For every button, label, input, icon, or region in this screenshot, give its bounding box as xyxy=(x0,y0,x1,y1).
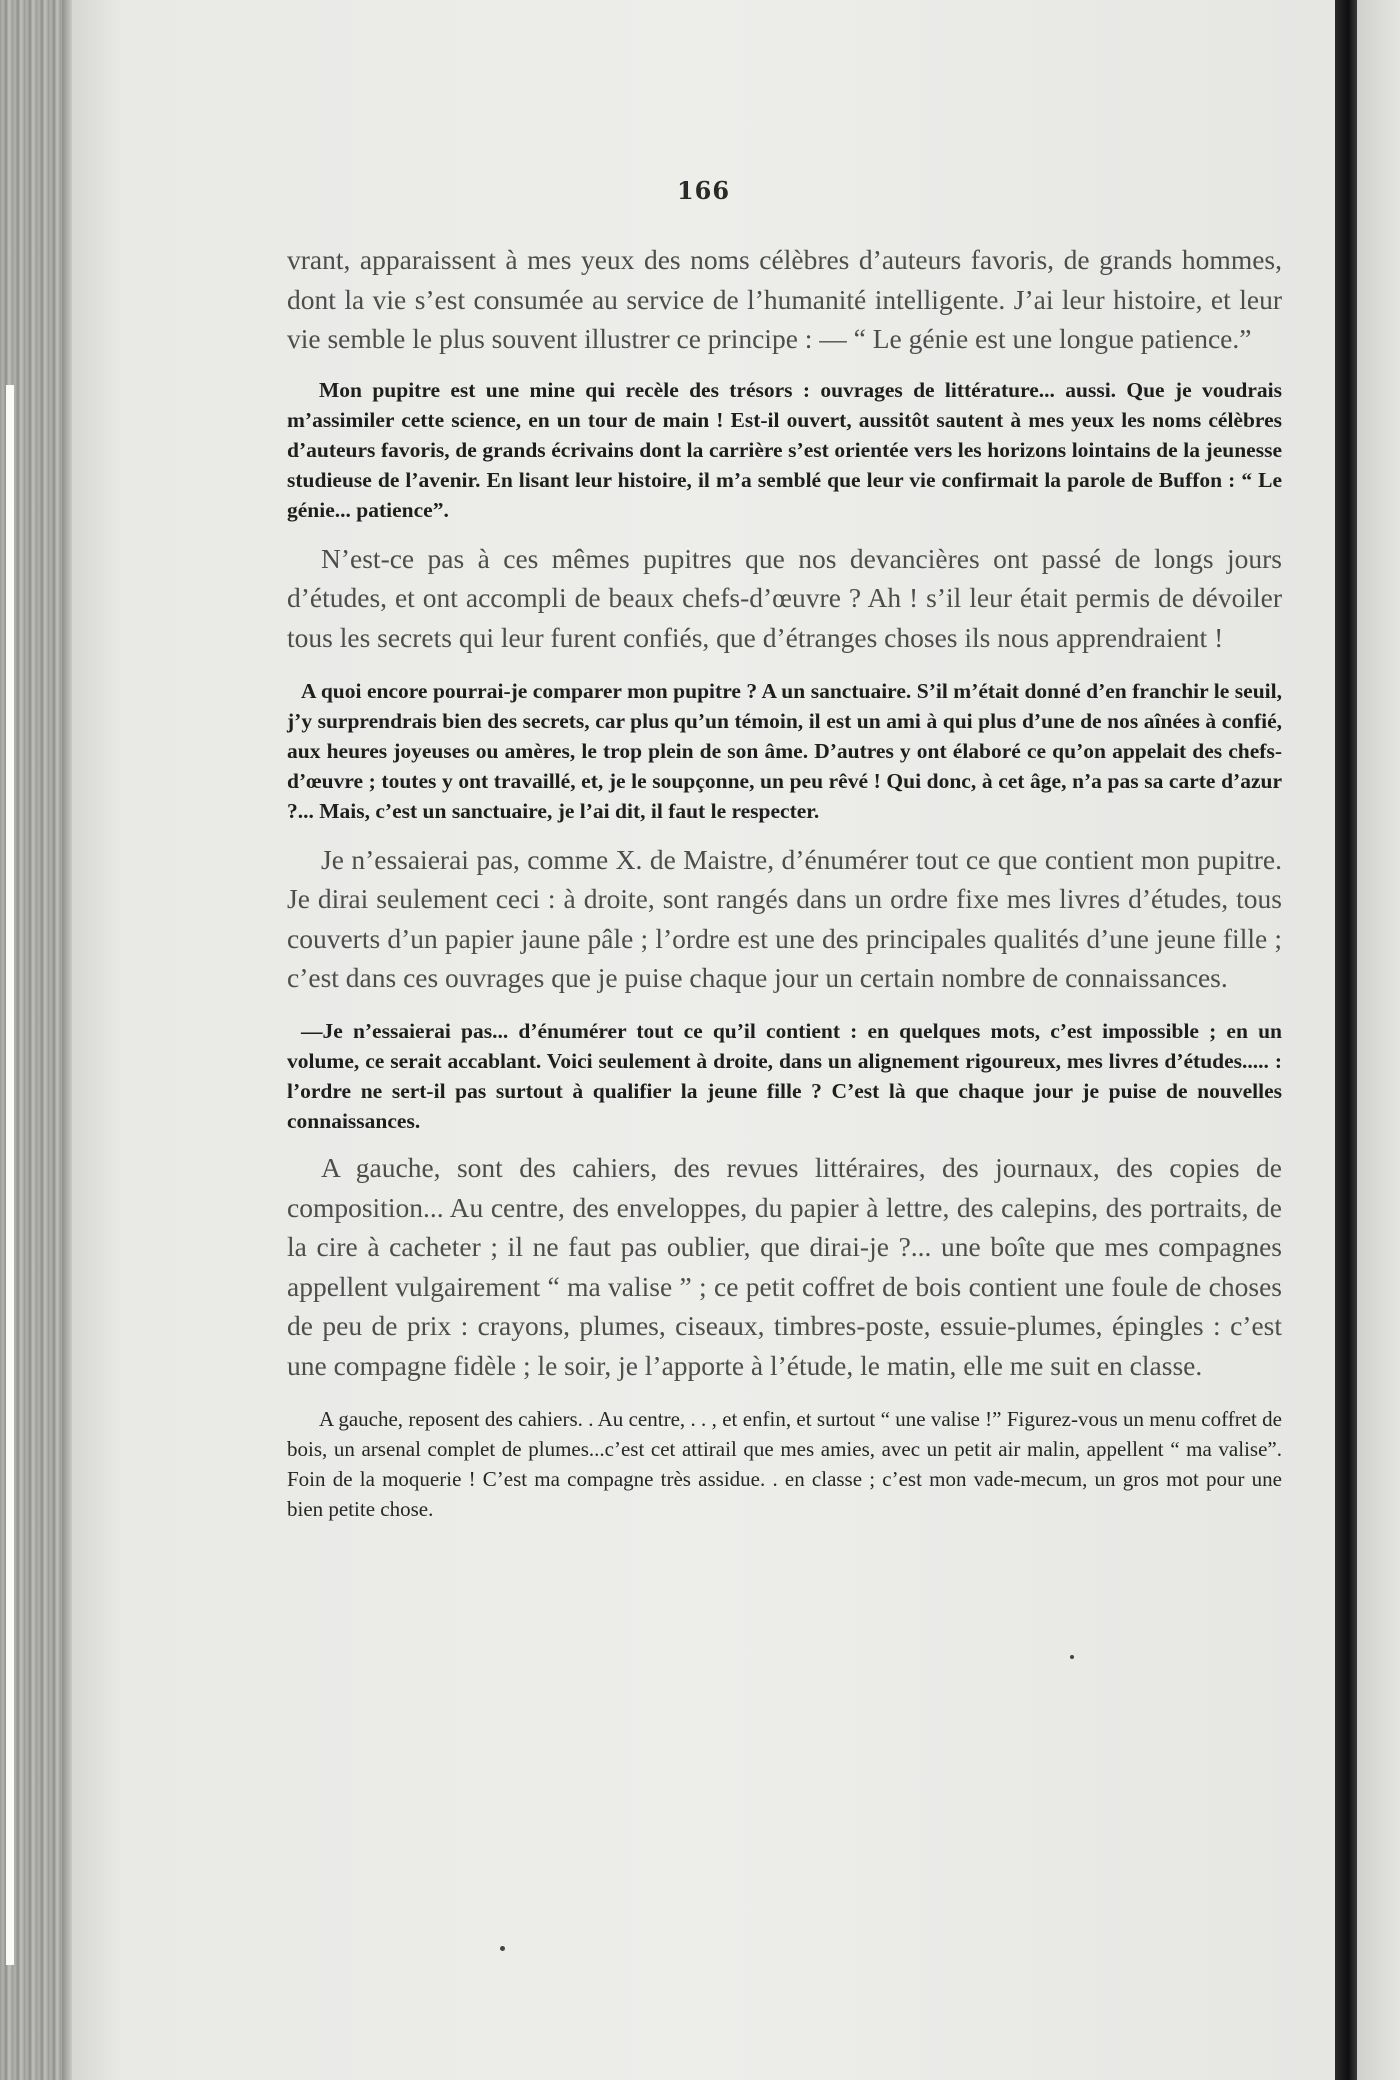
paper-speck xyxy=(1070,1655,1074,1659)
correction-paragraph-4: A gauche, reposent des cahiers. . Au centre, . . , et enfin, et surtout “ une valise !” Figurez-vous un menu coffret de bois, un arsenal complet de plumes...c’est cet attirail que mes amies, avec un petit air malin, appellent “ ma valise”. Foin de la moquerie ! C’est ma compagne très assidue. . en classe ; c’est mon vade-mecum, un gros mot pour une bien petite chose. xyxy=(287,1406,1282,1521)
correction-paragraph-3: —Je n’essaierai pas... d’énumérer tout ce qu’il contient : en quelques mots, c’est impossible ; en un volume, ce serait accablant. Voici seulement à droite, dans un alignement rigoureux, mes livres d’études..... : l’ordre ne sert-il pas surtout à qualifier la jeune fille ? C’est là que chaque jour je puise de nouvelles connaissances. xyxy=(287,1018,1282,1133)
page-number: 166 xyxy=(676,176,731,205)
scan-side-marker xyxy=(6,385,14,1965)
correction-paragraph-1: Mon pupitre est une mine qui recèle des trésors : ouvrages de littérature... aussi. Que je voudrais m’assimiler cette science, en un tour de main ! Est-il ouvert, aussitôt sautent à mes yeux les noms célèbres d’auteurs favoris, de grands écrivains dont la carrière s’est orientée vers les horizons lointains de la jeunesse studieuse de l’avenir. En lisant leur histoire, il m’a semblé que leur vie confirmait la parole de Buffon : “ Le génie... patience”. xyxy=(287,377,1282,522)
page-content xyxy=(287,240,1282,1524)
next-page-edge xyxy=(1357,0,1400,2080)
correction-paragraph-2: A quoi encore pourrai-je comparer mon pupitre ? A un sanctuaire. S’il m’était donné d’en franchir le seuil, j’y surprendrais bien des secrets, car plus qu’un témoin, il est un ami à qui plus d’une de nos aînées à confié, aux heures joyeuses ou amères, le trop plein de son âme. D’autres y ont élaboré ce qu’on appelait des chefs-d’œuvre ; toutes y ont travaillé, et, je le soupçonne, un peu rêvé ! Qui donc, à cet âge, n’a pas sa carte d’azur ?... Mais, c’est un sanctuaire, je l’ai dit, il faut le respecter. xyxy=(287,678,1282,823)
text-paragraph-3: Je n’essaierai pas, comme X. de Maistre, d’énumérer tout ce que contient mon pupitre. Je dirai seulement ceci : à droite, sont rangés dans un ordre fixe mes livres d’études, tous couverts d’un papier jaune pâle ; l’ordre est une des principales qualités d’une jeune fille ; c’est dans ces ouvrages que je puise chaque jour un certain nombre de connaissances. xyxy=(287,843,1282,994)
page-gutter xyxy=(1335,0,1357,2080)
text-paragraph-4: A gauche, sont des cahiers, des revues littéraires, des journaux, des copies de composition... Au centre, des enveloppes, du papier à lettre, des calepins, des portraits, de la cire à cacheter ; il ne faut pas oublier, que dirai-je ?... une boîte que mes compagnes appellent vulgairement “ ma valise ” ; ce petit coffret de bois contient une foule de choses de peu de prix : crayons, plumes, ciseaux, timbres-poste, essuie-plumes, épingles : c’est une compagne fidèle ; le soir, je l’apporte à l’étude, le matin, elle me suit en classe. xyxy=(287,1151,1282,1381)
text-paragraph-1: vrant, apparaissent à mes yeux des noms célèbres d’auteurs favoris, de grands hommes, dont la vie s’est consumée au service de l’humanité intelligente. J’ai leur histoire, et leur vie semble le plus souvent illustrer ce principe : — “ Le génie est une longue patience.” xyxy=(287,244,1282,355)
text-paragraph-2: N’est-ce pas à ces mêmes pupitres que nos devancières ont passé de longs jours d’études, et ont accompli de beaux chefs-d’œuvre ? Ah ! s’il leur était permis de dévoiler tous les secrets qui leur furent confiés, que d’étranges choses ils nous apprendraient ! xyxy=(287,542,1282,653)
binding-shadow xyxy=(62,0,72,2080)
book-page xyxy=(72,0,1335,2080)
paper-speck xyxy=(500,1946,505,1951)
